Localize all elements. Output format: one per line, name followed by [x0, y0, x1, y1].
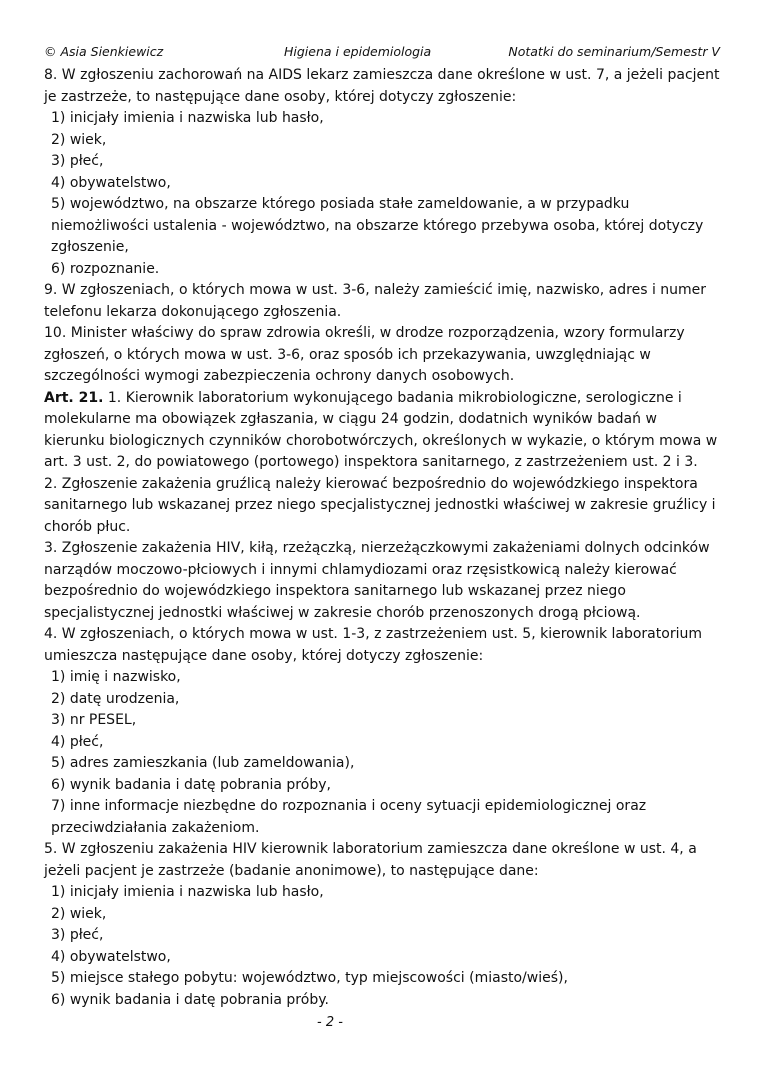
list-item: 3) nr PESEL,	[51, 712, 137, 728]
page-number: - 2 -	[317, 1015, 343, 1030]
page-header	[44, 44, 720, 64]
header-author: © Asia Sienkiewicz	[44, 44, 164, 59]
header-subject: Higiena i epidemiologia	[284, 44, 432, 59]
paragraph: 5. W zgłoszeniu zakażenia HIV kierownik laboratorium zamieszcza dane określone w ust. 4, a jeżeli pacjent je zastrzeże (badanie anonimowe), to następujące dane:	[44, 841, 697, 879]
list-item: 3) płeć,	[51, 927, 104, 943]
list-item: 7) inne informacje niezbędne do rozpoznania i oceny sytuacji epidemiologicznej oraz przeciwdziałania zakażeniom.	[51, 798, 647, 836]
header-notes-title: Notatki do seminarium/Semestr V	[508, 44, 720, 59]
list-item: 2) wiek,	[51, 905, 107, 922]
article-label: Art. 21.	[44, 389, 104, 406]
article-text: 1. Kierownik laboratorium wykonującego badania mikrobiologiczne, serologiczne i molekularne ma obowiązek zgłaszania, w ciągu 24 godzin, dodatnich wyników badań w kierunku biologicznych czynników chorobotwórczych, określonych w wykazie, o którym mowa w art. 3 ust. 2, do powiatowego (portowego) inspektora sanitarnego, z zastrzeżeniem ust. 2 i 3.	[44, 389, 718, 470]
paragraph: 3. Zgłoszenie zakażenia HIV, kiłą, rzeżączką, nierzeżączkowymi zakażeniami dolnych odcinków narządów moczowo-płciowych i innymi chlamydiozami oraz rzęsistkowicą należy kierować bezpośrednio do wojewódzkiego inspektora sanitarnego lub wskazanej przez niego specjalistycznej jednostki właściwej w zakresie chorób przenoszonych drogą płciową.	[44, 540, 710, 621]
paragraph: 4. W zgłoszeniach, o których mowa w ust. 1-3, z zastrzeżeniem ust. 5, kierownik laboratorium umieszcza następujące dane osoby, której dotyczy zgłoszenie:	[44, 626, 702, 664]
document-body	[44, 65, 720, 1011]
list-item: 1) inicjały imienia i nazwiska lub hasło,	[51, 884, 324, 900]
list-item: 5) województwo, na obszarze którego posiada stałe zameldowanie, a w przypadku niemożliwości ustalenia - województwo, na obszarze którego przebywa osoba, której dotyczy zgłoszenie,	[51, 196, 704, 255]
list-item: 4) obywatelstwo,	[51, 174, 171, 191]
list-item: 4) obywatelstwo,	[51, 948, 171, 965]
list-item: 5) miejsce stałego pobytu: województwo, typ miejscowości (miasto/wieś),	[51, 970, 568, 986]
list-item: 6) wynik badania i datę pobrania próby,	[51, 776, 331, 793]
paragraph: 2. Zgłoszenie zakażenia gruźlicą należy kierować bezpośrednio do wojewódzkiego inspektora sanitarnego lub wskazanej przez niego specjalistycznej jednostki właściwej w zakresie gruźlicy i chorób płuc.	[44, 475, 716, 535]
list-item: 4) płeć,	[51, 733, 104, 750]
list-item: 5) adres zamieszkania (lub zameldowania),	[51, 755, 355, 771]
article-paragraph	[44, 388, 720, 474]
list-item: 1) imię i nazwisko,	[51, 669, 181, 685]
list-item: 2) datę urodzenia,	[51, 690, 180, 707]
list-item: 3) płeć,	[51, 153, 104, 169]
list-item: 1) inicjały imienia i nazwiska lub hasło,	[51, 110, 324, 126]
paragraph: 9. W zgłoszeniach, o których mowa w ust. 3-6, należy zamieścić imię, nazwisko, adres i numer telefonu lekarza dokonującego zgłoszenia.	[44, 282, 707, 320]
paragraph: 10. Minister właściwy do spraw zdrowia określi, w drodze rozporządzenia, wzory formularzy zgłoszeń, o których mowa w ust. 3-6, oraz sposób ich przekazywania, uwzględniając w szczególności wymogi zabezpieczenia ochrony danych osobowych.	[44, 325, 685, 384]
list-item: 6) wynik badania i datę pobrania próby.	[51, 991, 329, 1008]
paragraph: 8. W zgłoszeniu zachorowań na AIDS lekarz zamieszcza dane określone w ust. 7, a jeżeli pacjent je zastrzeże, to następujące dane osoby, której dotyczy zgłoszenie:	[44, 67, 720, 105]
list-item: 2) wiek,	[51, 131, 107, 148]
list-item: 6) rozpoznanie.	[51, 260, 160, 277]
